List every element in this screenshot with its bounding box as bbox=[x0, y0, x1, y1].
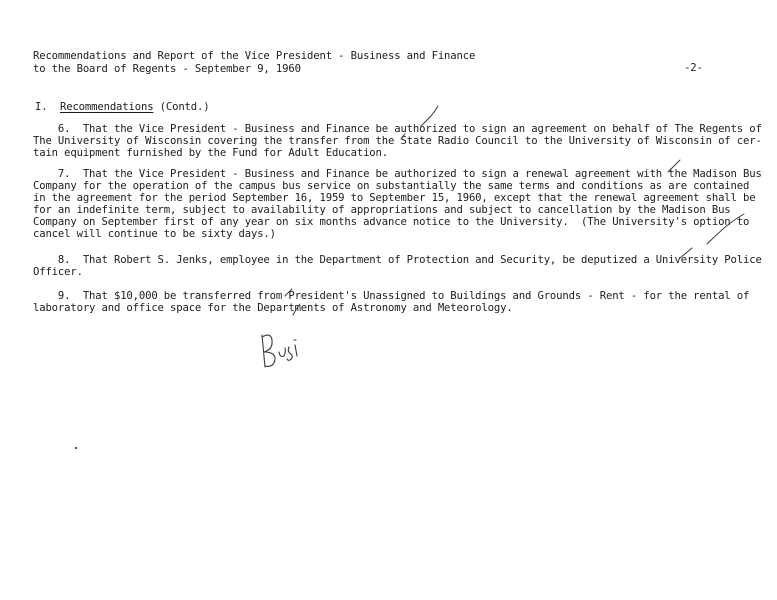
section-heading bbox=[60, 101, 209, 113]
item-9-line-1: 9. That $10,000 be transferred from President's Unassigned to Buildings and Grounds - Rent - for the rental of bbox=[33, 290, 750, 302]
item-7-line-5: Company on September first of any year on six months advance notice to the University. (The University's option to bbox=[33, 216, 750, 228]
handwritten-initials-icon bbox=[262, 335, 297, 367]
header-line-2: to the Board of Regents - September 9, 1960 bbox=[33, 63, 301, 75]
item-7-line-6: cancel will continue to be sixty days.) bbox=[33, 228, 276, 240]
item-7-line-2: Company for the operation of the campus bus service on substantially the same terms and conditions as are contained bbox=[33, 180, 750, 192]
item-7-line-1: 7. That the Vice President - Business and Finance be authorized to sign a renewal agreement with the Madison Bus bbox=[33, 168, 762, 180]
item-7-line-4: for an indefinite term, subject to availability of appropriations and subject to cancellation by the Madison Bus bbox=[33, 204, 731, 216]
item-6-line-2: The University of Wisconsin covering the transfer from the State Radio Council to the University of Wisconsin of cer- bbox=[33, 135, 762, 147]
item-9-line-2: laboratory and office space for the Departments of Astronomy and Meteorology. bbox=[33, 302, 513, 314]
item-8-line-2: Officer. bbox=[33, 266, 83, 278]
stray-dot bbox=[75, 447, 77, 449]
item-8-line-1: 8. That Robert S. Jenks, employee in the Department of Protection and Security, be deputized a University Police bbox=[33, 254, 762, 266]
header-line-1: Recommendations and Report of the Vice President - Business and Finance bbox=[33, 50, 476, 62]
item-6-line-3: tain equipment furnished by the Fund for Adult Education. bbox=[33, 147, 388, 159]
item-7-line-3: in the agreement for the period September 16, 1959 to September 15, 1960, except that the renewal agreement shall be bbox=[33, 192, 756, 204]
section-numeral: I. bbox=[35, 101, 48, 113]
section-suffix: (Contd.) bbox=[153, 101, 210, 113]
item-6-line-1: 6. That the Vice President - Business and Finance be authorized to sign an agreement on behalf of The Regents of bbox=[33, 123, 762, 135]
section-title: Recommendations bbox=[60, 101, 154, 113]
page-number: -2- bbox=[684, 62, 703, 74]
